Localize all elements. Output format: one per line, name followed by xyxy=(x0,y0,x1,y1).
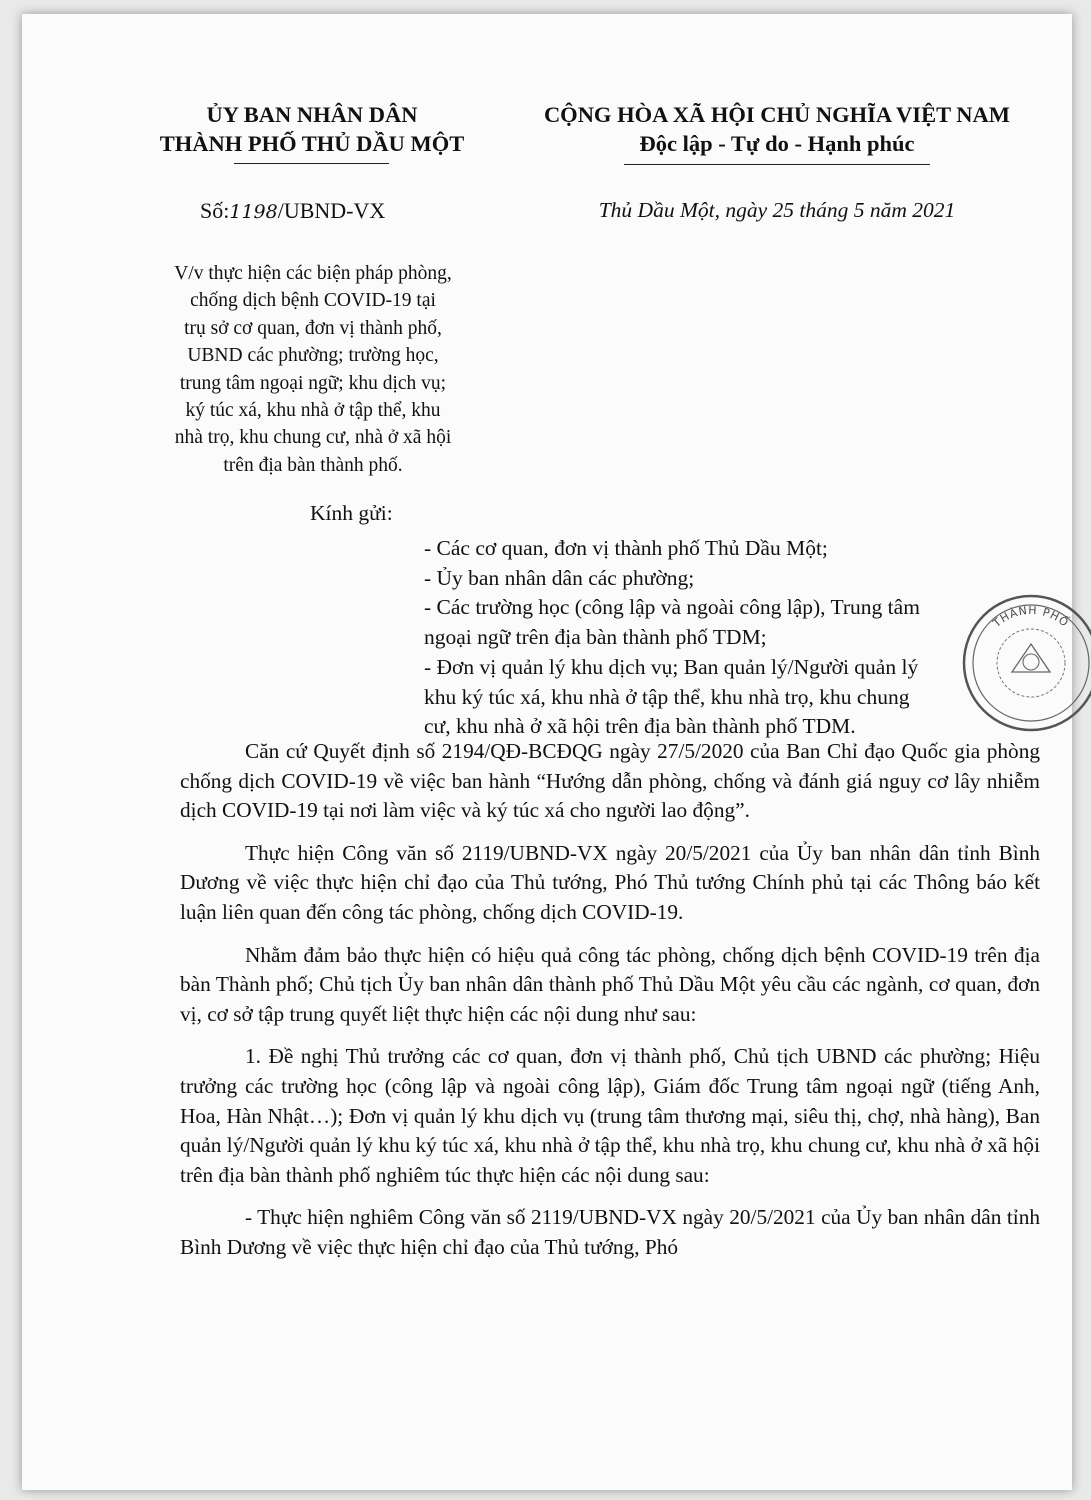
agency-line-1: ỦY BAN NHÂN DÂN xyxy=(206,102,418,127)
recipient-line: ngoại ngữ trên địa bàn thành phố TDM; xyxy=(424,625,767,650)
body-paragraph: Nhằm đảm bảo thực hiện có hiệu quả công tác phòng, chống dịch bệnh COVID-19 trên địa bàn Thành phố; Chủ tịch Ủy ban nhân dân thành phố Thủ Dầu Một yêu cầu các ngành, cơ quan, đơn vị, cơ sở tập trung quyết liệt thực hiện các nội dung như sau: xyxy=(180,942,1040,1026)
seal-text: THÀNH PHỐ xyxy=(990,603,1072,630)
recipient-line: khu ký túc xá, khu nhà ở tập thể, khu nhà trọ, khu chung xyxy=(424,684,910,709)
document-number xyxy=(200,198,385,224)
salutation: Kính gửi: xyxy=(310,501,393,525)
recipient-line: cư, khu nhà ở xã hội trên địa bàn thành phố TDM. xyxy=(424,714,856,739)
subject-line: ký túc xá, khu nhà ở tập thể, khu xyxy=(185,400,441,422)
subject-line: trên địa bàn thành phố. xyxy=(223,454,403,476)
subject-line: trụ sở cơ quan, đơn vị thành phố, xyxy=(184,317,442,339)
subject-line: nhà trọ, khu chung cư, nhà ở xã hội xyxy=(174,427,452,449)
doc-number-prefix: Số: xyxy=(200,198,230,223)
body-paragraph: - Thực hiện nghiêm Công văn số 2119/UBND-VX ngày 20/5/2021 của Ủy ban nhân dân tỉnh Bình Dương về việc thực hiện chỉ đạo của Thủ tướng, Phó xyxy=(180,1205,1040,1259)
recipient-line: - Các trường học (công lập và ngoài công lập), Trung tâm xyxy=(424,595,920,620)
document-body xyxy=(180,737,1040,1276)
body-paragraph: 1. Đề nghị Thủ trưởng các cơ quan, đơn vị thành phố, Chủ tịch UBND các phường; Hiệu trưởng các trường học (công lập và ngoài công lập), Giám đốc Trung tâm ngoại ngữ (tiếng Anh, Hoa, Hàn Nhật…); Đơn vị quản lý khu dịch vụ (trung tâm thương mại, siêu thị, chợ, nhà hàng), Ban quản lý/Người quản lý khu ký túc xá, khu nhà ở tập thể, khu nhà trọ, khu chung cư, khu nhà ở xã hội trên địa bàn thành phố nghiêm túc thực hiện các nội dung sau: xyxy=(180,1044,1040,1187)
doc-number-suffix: /UBND-VX xyxy=(277,198,386,223)
official-seal-icon xyxy=(960,592,1091,734)
motto: Độc lập - Tự do - Hạnh phúc xyxy=(639,131,915,156)
subject-line: chống dịch bệnh COVID-19 tại xyxy=(190,290,436,312)
subject-line: UBND các phường; trường học, xyxy=(187,345,439,367)
subject-line: V/v thực hiện các biện pháp phòng, xyxy=(174,263,452,284)
subject-block xyxy=(150,260,476,479)
body-paragraph: Thực hiện Công văn số 2119/UBND-VX ngày 20/5/2021 của Ủy ban nhân dân tỉnh Bình Dương về việc thực hiện chỉ đạo của Thủ tướng, Phó Thủ tướng Chính phủ tại các Thông báo kết luận liên quan đến công tác phòng, chống dịch COVID-19. xyxy=(180,840,1040,924)
recipient-line: - Các cơ quan, đơn vị thành phố Thủ Dầu Một; xyxy=(424,536,828,560)
body-paragraph: Căn cứ Quyết định số 2194/QĐ-BCĐQG ngày 27/5/2020 của Ban Chỉ đạo Quốc gia phòng chống dịch COVID-19 về việc ban hành “Hướng dẫn phòng, chống và đánh giá nguy cơ lây nhiễm dịch COVID-19 tại nơi làm việc và ký túc xá cho người lao động”. xyxy=(180,739,1040,823)
agency-line-2: THÀNH PHỐ THỦ DẦU MỘT xyxy=(159,131,465,156)
subject-line: trung tâm ngoại ngữ; khu dịch vụ; xyxy=(179,372,447,394)
national-header xyxy=(512,100,1042,158)
agency-underline xyxy=(234,163,389,164)
country-name: CỘNG HÒA XÃ HỘI CHỦ NGHĨA VIỆT NAM xyxy=(543,102,1011,127)
issue-date: Thủ Dầu Một, ngày 25 tháng 5 năm 2021 xyxy=(598,198,956,222)
doc-number-handwritten: 1198 xyxy=(229,201,278,223)
recipient-list xyxy=(424,534,1040,742)
document-page xyxy=(22,14,1072,1490)
recipient-line: - Ủy ban nhân dân các phường; xyxy=(424,565,695,590)
svg-text:THÀNH PHỐ xyxy=(990,604,1072,631)
recipient-line: - Đơn vị quản lý khu dịch vụ; Ban quản lý/Người quản lý xyxy=(424,654,919,679)
motto-underline xyxy=(624,164,930,165)
issuing-agency xyxy=(132,100,492,158)
